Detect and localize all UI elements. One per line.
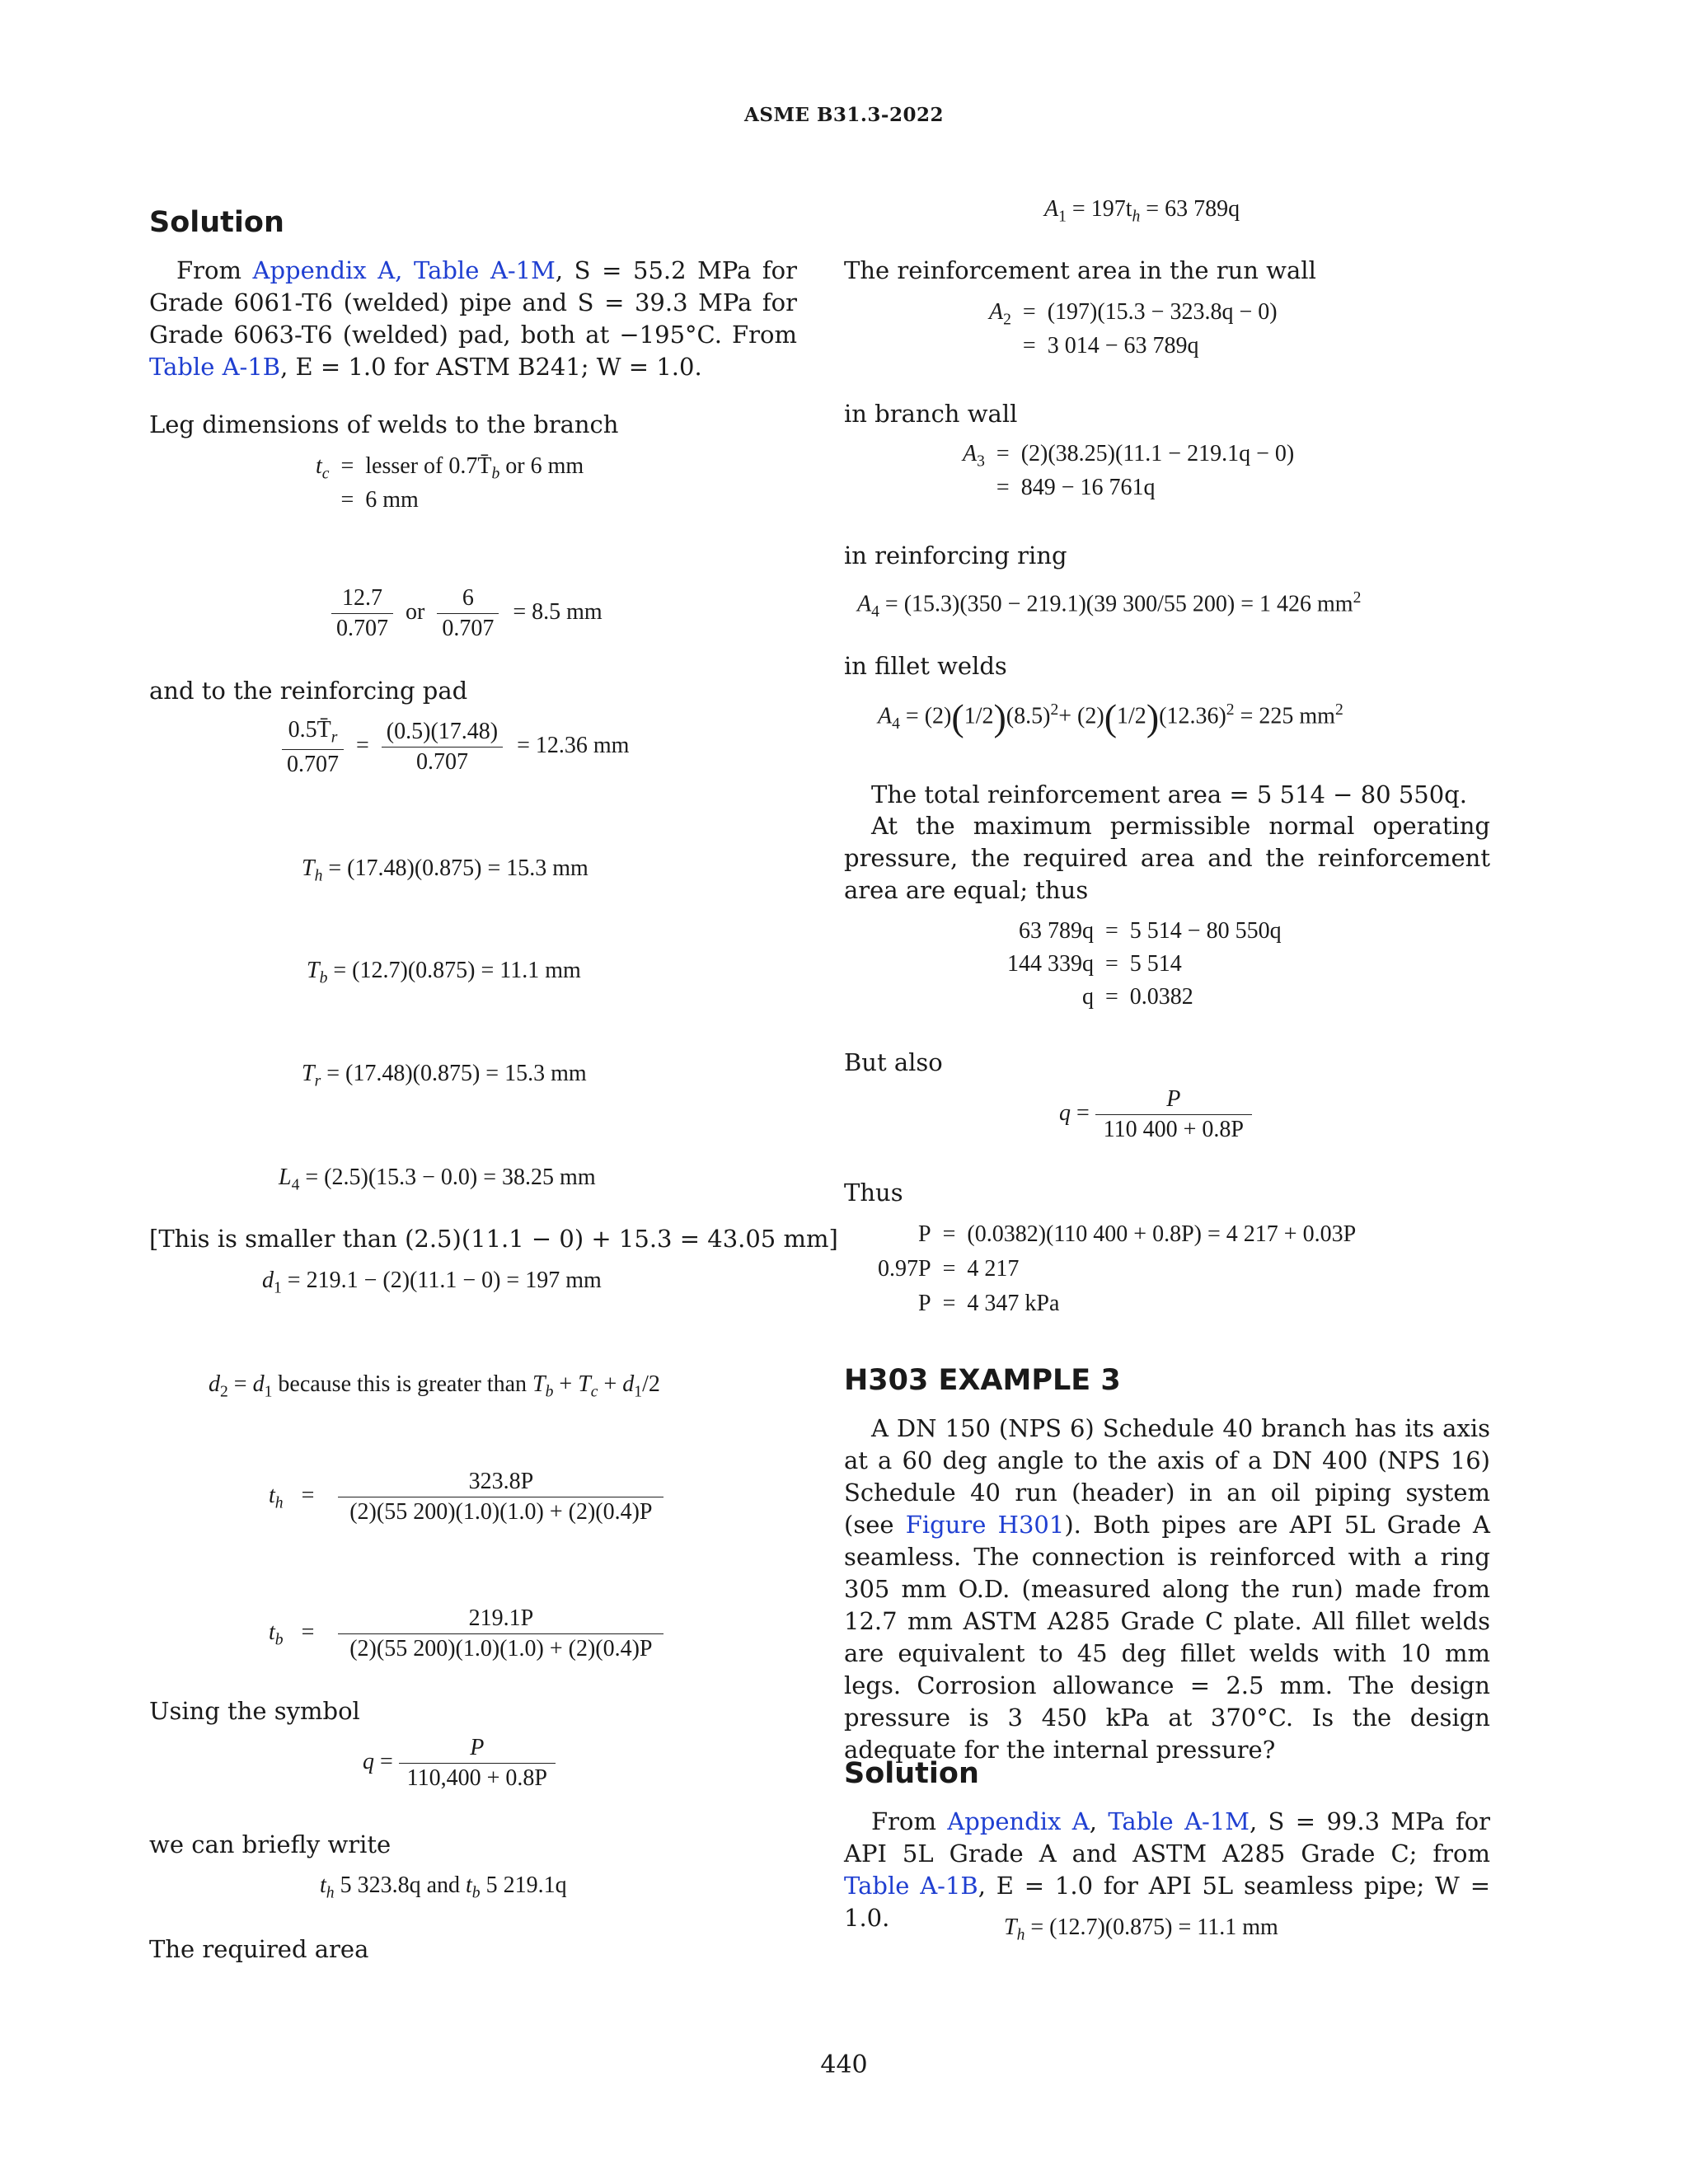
- th-denominator: (2)(55 200)(1.0)(1.0) + (2)(0.4)P: [349, 1499, 653, 1525]
- pad-result: = 12.36 mm: [517, 733, 630, 759]
- A1-value: = 197t: [1071, 196, 1132, 222]
- pad-frac2-denominator: 0.707: [415, 749, 468, 776]
- fillet-result: = 225 mm: [1234, 703, 1335, 729]
- symbol: 5: [340, 1872, 352, 1898]
- symbol: 5: [485, 1872, 498, 1898]
- th-numerator: 323.8P: [338, 1469, 663, 1497]
- tb-numerator: 219.1P: [338, 1605, 663, 1634]
- tc-lesser-of: lesser of 0.7T̄: [365, 453, 492, 479]
- pad-fraction-equation: $\frac{0.5T̄_r}{0.707}$ = $\frac{(0.5)(17.48)}{0.707}$ = 12.36 mm: [282, 717, 629, 778]
- equation-cell: 5 514: [1129, 951, 1182, 977]
- pad-frac1-numerator: 0.5T̄: [288, 717, 331, 743]
- example-3-paragraph: [844, 1413, 1490, 1766]
- d2-equation: $d_2 = d_1$ because this is greater than $T_b + T_c + d_1/2$: [209, 1371, 660, 1401]
- max-pressure-paragraph: At the maximum permissible normal operating pressure, the required area and the reinforcement area are equal; thus: [844, 812, 1490, 904]
- q-system-equations: [1007, 918, 1282, 1010]
- solution-intro-paragraph: [149, 255, 797, 383]
- solution-heading: Solution: [149, 206, 284, 239]
- equation-cell: =: [942, 1291, 956, 1316]
- appendix-a-link[interactable]: Appendix A: [947, 1807, 1090, 1835]
- equation-cell: 0.97P: [878, 1256, 931, 1282]
- L4-value: = (2.5)(15.3 − 0.0) = 38.25 mm: [305, 1165, 596, 1190]
- text: From: [176, 256, 253, 284]
- frac1-numerator: 12.7: [331, 585, 393, 614]
- frac2-denominator: 0.707: [442, 616, 495, 641]
- d1-equation: $d_1 = 219.1 - (2)(11.1 - 0) = 197$ mm: [262, 1268, 602, 1297]
- d1-value: = 219.1 − (2)(11.1 − 0) = 197 mm: [287, 1268, 602, 1293]
- equation-cell: 144 339q: [1007, 951, 1094, 977]
- A1-equation: $A_1 = 197t_h = 63$ 789q: [1044, 196, 1240, 226]
- A3-equation: $A_3$ = (2)(38.25)(11.1 − 219.1q − 0) = 849 − 16 761q: [963, 441, 1295, 500]
- A2-equation: $A_2$ = (197)(15.3 − 323.8q − 0) = 3 014 − 63 789q: [989, 299, 1278, 359]
- A2-row2: 3 014 − 63 789q: [1047, 332, 1199, 359]
- thus-text: Thus: [844, 1179, 903, 1207]
- A4-ring-value: = (15.3)(350 − 219.1)(39 300/55 200) = 1 426 mm: [884, 591, 1353, 617]
- equation-cell: 63 789q: [1019, 918, 1094, 944]
- pad-frac1-denominator: 0.707: [287, 751, 339, 777]
- A3-row1: (2)(38.25)(11.1 − 219.1q − 0): [1020, 441, 1295, 466]
- table-a-1b-link[interactable]: Table A-1B: [149, 353, 281, 381]
- text: , S = 99.3 MPa for API 5L Grade A and ASTM A285 Grade C; from: [844, 1807, 1491, 1868]
- Tr-equation: $T_r = (17.48)(0.875) = 15.3$ mm: [302, 1061, 587, 1090]
- equation-cell: 5 514 − 80 550q: [1129, 918, 1282, 944]
- table-a-1b-link-2[interactable]: Table A-1B: [844, 1872, 978, 1900]
- leg-result: = 8.5 mm: [513, 598, 603, 625]
- bracket-note: [This is smaller than (2.5)(11.1 − 0) + 15.3 = 43.05 mm]: [149, 1225, 838, 1253]
- Th2-value: = (12.7)(0.875) = 11.1 mm: [1030, 1915, 1278, 1940]
- text: , E = 1.0 for ASTM B241; W = 1.0.: [280, 353, 702, 381]
- Tr-value: = (17.48)(0.875) = 15.3 mm: [326, 1061, 587, 1086]
- equation-cell: 4 217: [967, 1256, 1020, 1282]
- equation-cell: =: [942, 1221, 956, 1247]
- fillet-welds-text: in fillet welds: [844, 652, 1007, 680]
- and-text: and: [426, 1872, 461, 1898]
- Th2-equation: $T_h = (12.7)(0.875) = 11.1$ mm: [1004, 1915, 1278, 1944]
- q-definition-2: q = $\frac{P}{110 400 + 0.8P}$: [1059, 1086, 1252, 1143]
- fillet-term-d: (12.36): [1159, 703, 1226, 729]
- total-area-text: The total reinforcement area = 5 514 − 80 550q.: [871, 780, 1467, 808]
- appendix-a-table-a-1m-link[interactable]: Appendix A, Table A-1M: [252, 256, 556, 284]
- half: 1/2: [1117, 703, 1146, 729]
- q2-denominator: 110 400 + 0.8P: [1103, 1117, 1244, 1142]
- q2-numerator: P: [1166, 1086, 1181, 1112]
- A1-result: = 63 789q: [1140, 196, 1240, 222]
- tc-or-6mm: or 6 mm: [499, 453, 584, 479]
- pad-frac2-numerator: (0.5)(17.48): [382, 719, 503, 748]
- A4-ring-equation: $A_4 = (15.3)(350 - 219.1)(39$ 300/55 200) = 1 426 $mm^2$: [857, 589, 1362, 621]
- th-equation: $t_h$ = $\frac{323.8P}{(2)(55 200)(1.0)(1.0) + (2)(0.4)P}$: [269, 1469, 663, 1526]
- text: ). Both pipes are API 5L Grade A seamless. The connection is reinforced with a ring 305 mm O.D. (measured along the run) made from 12.7 mm ASTM A285 Grade C plate. All fillet welds are equivalent to 45 deg fillet welds with 10 mm legs. Corrosion allowance = 2.5 mm. The design pressure is 3 450 kPa at 370°C. Is the design adequate for the internal pressure?: [844, 1511, 1490, 1764]
- frac2-numerator: 6: [437, 585, 499, 614]
- brief-equation: $t_h$ 5 323.8q and $t_b$ 5 219.1q: [320, 1872, 567, 1902]
- th-short: 323.8q: [357, 1872, 421, 1898]
- pressure-system-equations: [878, 1221, 1356, 1317]
- L4-equation: $L_4 = (2.5)(15.3 - 0.0) = 38.25$ mm: [279, 1165, 596, 1194]
- Th-value: = (17.48)(0.875) = 15.3 mm: [328, 855, 588, 881]
- tb-short: 219.1q: [503, 1872, 567, 1898]
- or-text: or: [406, 598, 425, 625]
- text: From: [871, 1807, 948, 1835]
- branch-wall-text: in branch wall: [844, 400, 1018, 428]
- leg-fraction-equation: [331, 585, 603, 642]
- briefly-text: we can briefly write: [149, 1830, 392, 1858]
- q-definition: q = $\frac{P}{110,400 + 0.8P}$: [363, 1735, 556, 1792]
- equation-cell: 0.0382: [1129, 984, 1193, 1010]
- equation-cell: P: [918, 1221, 931, 1247]
- tc-result: 6 mm: [365, 486, 419, 513]
- text: A DN 150 (NPS 6) Schedule 40 branch has its axis at a 60 deg angle to the axis of a DN 400 (NPS 16) Schedule 40 run (header) in an oil piping system (see: [844, 1414, 1490, 1539]
- q-denominator: 110,400 + 0.8P: [406, 1765, 547, 1791]
- leg-dimensions-text: Leg dimensions of welds to the branch: [149, 410, 619, 438]
- using-symbol-text: Using the symbol: [149, 1697, 360, 1725]
- Th-equation: $T_h = (17.48)(0.875) = 15.3$ mm: [302, 855, 588, 885]
- equation-cell: =: [1105, 918, 1118, 944]
- tc-equation: $t_c$ = lesser of $0.7T̄_b$ or 6 mm = 6 mm: [316, 453, 584, 513]
- A2-row1: (197)(15.3 − 323.8q − 0): [1047, 299, 1278, 325]
- page-number: 440: [820, 2050, 868, 2079]
- q-numerator: P: [470, 1735, 485, 1760]
- tb-denominator: (2)(55 200)(1.0)(1.0) + (2)(0.4)P: [349, 1636, 653, 1661]
- A4-fillet-equation: $A_4 = (2)(1/2)(8.5)^2+ (2)(1/2)(12.36)^2 = 225$ $mm^2$: [878, 696, 1343, 738]
- equation-cell: P: [918, 1291, 931, 1316]
- reinforcing-pad-text: and to the reinforcing pad: [149, 677, 468, 705]
- example-3-heading: H303 EXAMPLE 3: [844, 1364, 1121, 1397]
- reinforcing-ring-text: in reinforcing ring: [844, 541, 1067, 569]
- A3-row2: 849 − 16 761q: [1020, 474, 1156, 500]
- frac1-denominator: 0.707: [336, 616, 388, 641]
- Tb-equation: $T_b = (12.7)(0.875) = 11.1$ mm: [307, 958, 581, 987]
- running-header: ASME B31.3-2022: [744, 104, 944, 126]
- d2-because-text: because this is greater than: [278, 1371, 528, 1397]
- fillet-term-a: = (2): [905, 703, 952, 729]
- tb-equation: $t_b$ = $\frac{219.1P}{(2)(55 200)(1.0)(1.0) + (2)(0.4)P}$: [269, 1605, 663, 1662]
- equation-cell: =: [1105, 984, 1118, 1010]
- text: , S = 55.2 MPa for Grade 6061-T6 (welded) pipe and S = 39.3 MPa for Grade 6063-T6 (welded) pad, both at −195°C. From: [149, 256, 797, 349]
- equation-cell: (0.0382)(110 400 + 0.8P) = 4 217 + 0.03P: [967, 1221, 1357, 1247]
- table-a-1m-link[interactable]: Table A-1M: [1108, 1807, 1250, 1835]
- but-also-text: But also: [844, 1048, 943, 1076]
- text: , E = 1.0 for API 5L seamless pipe; W = 1.0.: [844, 1872, 1490, 1932]
- equation-cell: =: [1105, 951, 1118, 977]
- text: ,: [1089, 1807, 1109, 1835]
- equation-cell: q: [1082, 984, 1094, 1010]
- fillet-term-b: (8.5): [1006, 703, 1051, 729]
- fillet-term-c: + (2): [1058, 703, 1104, 729]
- run-wall-text: The reinforcement area in the run wall: [844, 256, 1316, 284]
- Tb-value: = (12.7)(0.875) = 11.1 mm: [333, 958, 581, 983]
- half: 1/2: [964, 703, 994, 729]
- equation-cell: 4 347 kPa: [967, 1291, 1060, 1316]
- figure-h301-link[interactable]: Figure H301: [905, 1511, 1065, 1539]
- equation-cell: =: [942, 1256, 956, 1282]
- solution-2-heading: Solution: [844, 1757, 979, 1790]
- required-area-text: The required area: [149, 1935, 369, 1963]
